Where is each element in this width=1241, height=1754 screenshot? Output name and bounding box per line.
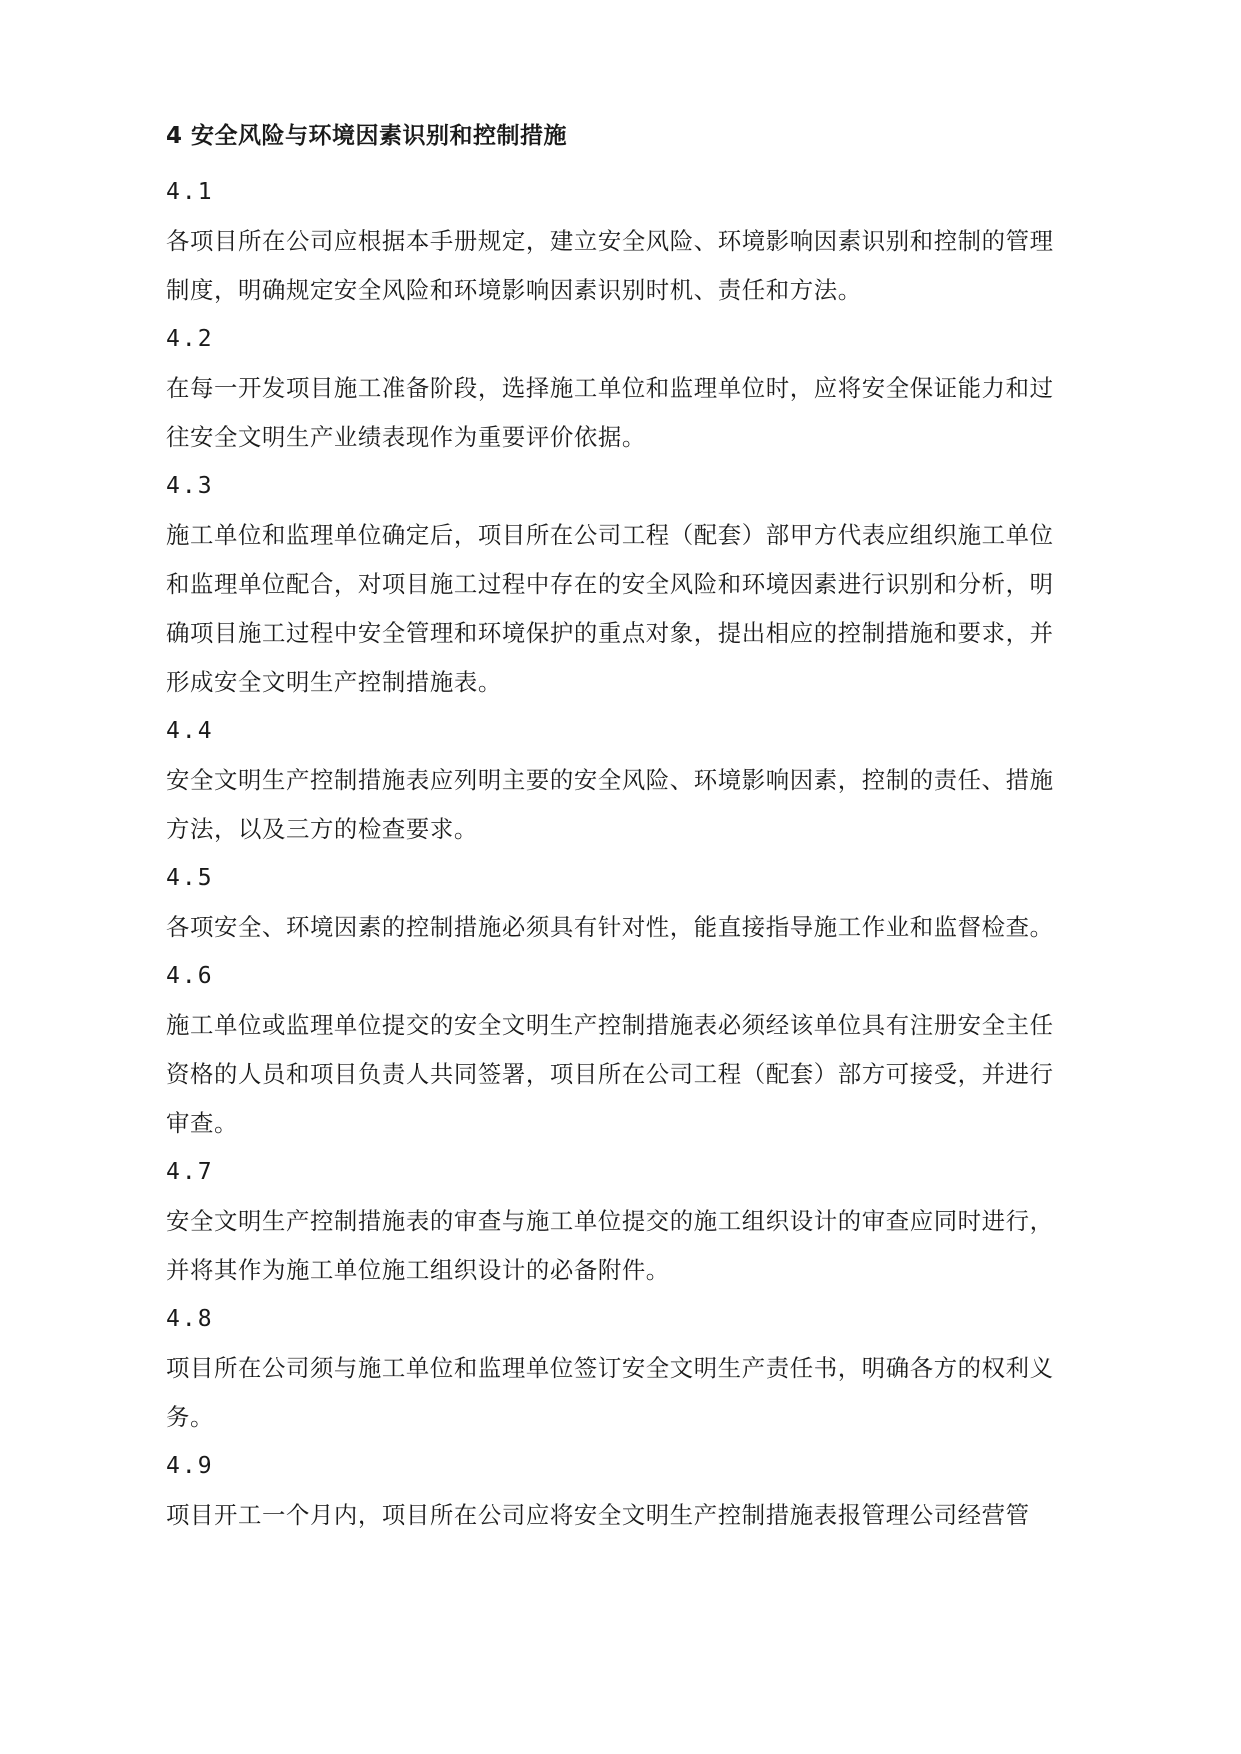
section-4-2 <box>166 315 1066 462</box>
section-text: 项目所在公司须与施工单位和监理单位签订安全文明生产责任书，明确各方的权利义务。 <box>166 1354 1054 1431</box>
section-text: 安全文明生产控制措施表的审查与施工单位提交的施工组织设计的审查应同时进行，并将其作为施工单位施工组织设计的必备附件。 <box>166 1207 1054 1284</box>
section-4-7 <box>166 1148 1066 1295</box>
section-number: 4.3 <box>166 473 214 499</box>
section-text: 项目开工一个月内，项目所在公司应将安全文明生产控制措施表报管理公司经营管 <box>166 1501 1030 1529</box>
section-text: 施工单位和监理单位确定后，项目所在公司工程（配套）部甲方代表应组织施工单位和监理单位配合，对项目施工过程中存在的安全风险和环境因素进行识别和分析，明确项目施工过程中安全管理和环境保护的重点对象，提出相应的控制措施和要求，并形成安全文明生产控制措施表。 <box>166 521 1054 696</box>
section-4-1 <box>166 168 1066 315</box>
section-number: 4.7 <box>166 1159 214 1185</box>
section-heading: 4 安全风险与环境因素识别和控制措施 <box>166 123 568 149</box>
section-4-4 <box>166 707 1066 854</box>
section-number: 4.9 <box>166 1453 214 1479</box>
section-4-6 <box>166 952 1066 1148</box>
section-number: 4.2 <box>166 326 214 352</box>
section-text: 各项目所在公司应根据本手册规定，建立安全风险、环境影响因素识别和控制的管理制度，明确规定安全风险和环境影响因素识别时机、责任和方法。 <box>166 227 1054 304</box>
section-text: 各项安全、环境因素的控制措施必须具有针对性，能直接指导施工作业和监督检查。 <box>166 913 1054 941</box>
document-page <box>166 118 1066 1540</box>
section-number: 4.8 <box>166 1306 214 1332</box>
section-4-3 <box>166 462 1066 707</box>
section-text: 安全文明生产控制措施表应列明主要的安全风险、环境影响因素，控制的责任、措施方法，以及三方的检查要求。 <box>166 766 1054 843</box>
section-text: 施工单位或监理单位提交的安全文明生产控制措施表必须经该单位具有注册安全主任资格的人员和项目负责人共同签署，项目所在公司工程（配套）部方可接受，并进行审查。 <box>166 1011 1054 1137</box>
section-number: 4.6 <box>166 963 214 989</box>
section-number: 4.5 <box>166 865 214 891</box>
section-text: 在每一开发项目施工准备阶段，选择施工单位和监理单位时，应将安全保证能力和过往安全文明生产业绩表现作为重要评价依据。 <box>166 374 1054 451</box>
section-4-9 <box>166 1442 1066 1540</box>
section-number: 4.1 <box>166 179 214 205</box>
section-number: 4.4 <box>166 718 214 744</box>
section-4-5 <box>166 854 1066 952</box>
section-4-8 <box>166 1295 1066 1442</box>
